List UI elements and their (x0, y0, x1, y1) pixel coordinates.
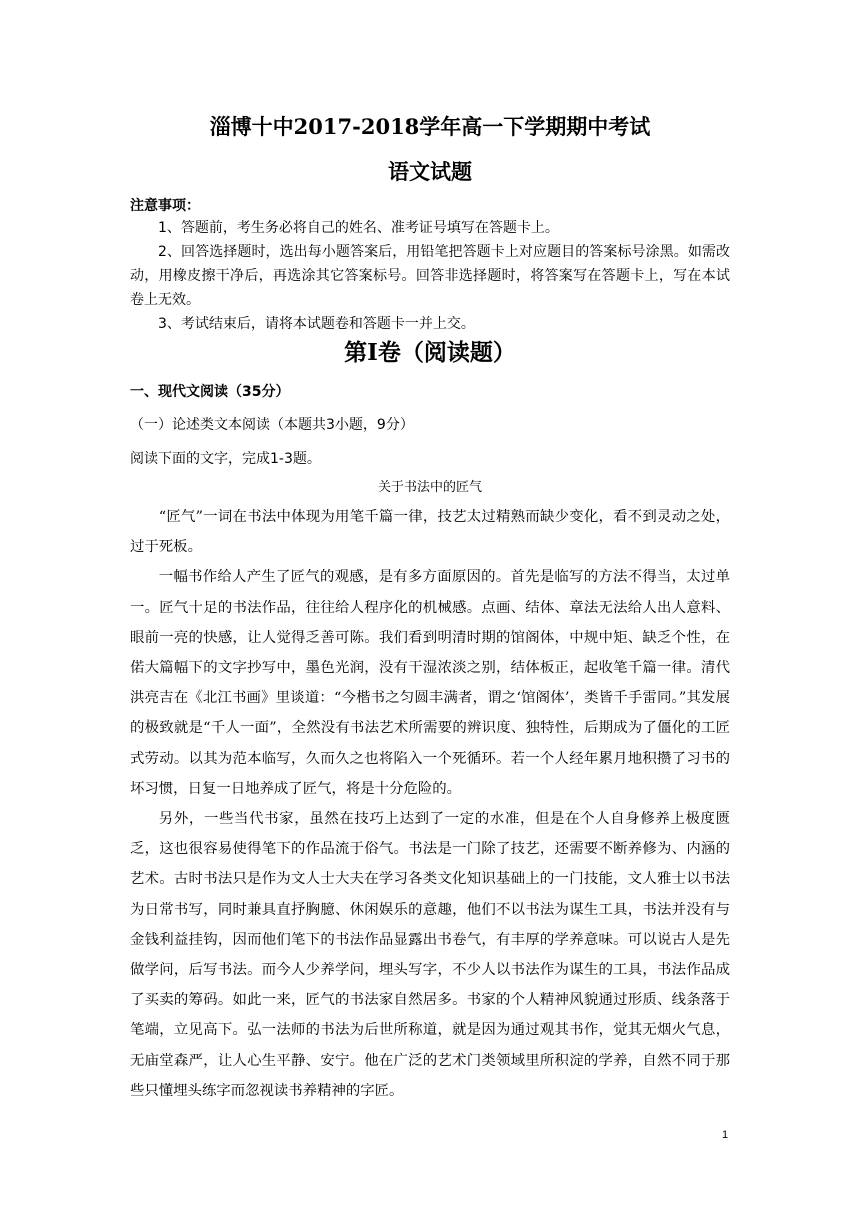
notice-list (130, 216, 730, 336)
notice-item-3: 3、考试结束后，请将本试题卷和答题卡一并上交。 (158, 316, 475, 332)
exam-title: 淄博十中2017-2018学年高一下学期期中考试 (209, 114, 651, 139)
article-body (130, 502, 730, 1106)
notice-item-1: 1、答题前，考生务必将自己的姓名、准考证号填写在答题卡上。 (158, 220, 559, 236)
article-title: 关于书法中的匠气 (377, 480, 482, 495)
exam-subtitle: 语文试题 (388, 159, 472, 184)
section-sub-heading: （一）论述类文本阅读（本题共3小题，9分） (130, 417, 414, 433)
reading-instruction: 阅读下面的文字，完成1-3题。 (130, 451, 321, 467)
page-number: 1 (722, 1129, 729, 1141)
article-paragraph-1: “匠气”一词在书法中体现为用笔千篇一律，技艺太过精熟而缺少变化，看不到灵动之处，过于死板。 (130, 509, 730, 556)
article-paragraph-2: 一幅书作给人产生了匠气的观感，是有多方面原因的。首先是临写的方法不得当，太过单一。匠气十足的书法作品，往往给人程序化的机械感。点画、结体、章法无法给人出人意料、眼前一亮的快感，让人觉得乏善可陈。我们看到明清时期的馆阁体，中规中矩、缺乏个性，在偌大篇幅下的文字抄写中，墨色光润，没有干湿浓淡之别，结体板正，起收笔千篇一律。清代洪亮吉在《北江书画》里谈道：“今楷书之匀圆丰满者，谓之‘馆阁体’，类皆千手雷同。”其发展的极致就是“千人一面”，全然没有书法艺术所需要的辨识度、独特性，后期成为了僵化的工匠式劳动。以其为范本临写，久而久之也将陷入一个死循环。若一个人经年累月地积攒了习书的坏习惯，日复一日地养成了匠气，将是十分危险的。 (130, 569, 730, 797)
notice-item-2: 2、回答选择题时，选出每小题答案后，用铅笔把答题卡上对应题目的答案标号涂黑。如需改动，用橡皮擦干净后，再选涂其它答案标号。回答非选择题时，将答案写在答题卡上，写在本试卷上无效。 (130, 244, 730, 308)
part-title: 第Ⅰ卷（阅读题） (344, 339, 516, 366)
section-heading: 一、现代文阅读（35分） (130, 384, 290, 400)
notice-heading: 注意事项： (130, 198, 200, 214)
article-paragraph-3: 另外，一些当代书家，虽然在技巧上达到了一定的水准，但是在个人自身修养上极度匮乏，这也很容易使得笔下的作品流于俗气。书法是一门除了技艺，还需要不断养修为、内涵的艺术。古时书法只是作为文人士大夫在学习各类文化知识基础上的一门技能，文人雅士以书法为日常书写，同时兼具直抒胸臆、休闲娱乐的意趣，他们不以书法为谋生工具，书法并没有与金钱利益挂钩，因而他们笔下的书法作品显露出书卷气，有丰厚的学养意味。可以说古人是先做学问，后写书法。而今人少养学问，埋头写字，不少人以书法作为谋生的工具，书法作品成了买卖的筹码。如此一来，匠气的书法家自然居多。书家的个人精神风貌通过形质、线条落于笔端，立见高下。弘一法师的书法为后世所称道，就是因为通过观其书作，觉其无烟火气息，无庙堂森严，让人心生平静、安宁。他在广泛的艺术门类领域里所积淀的学养，自然不同于那些只懂埋头练字而忽视读书养精神的字匠。 (130, 811, 730, 1099)
